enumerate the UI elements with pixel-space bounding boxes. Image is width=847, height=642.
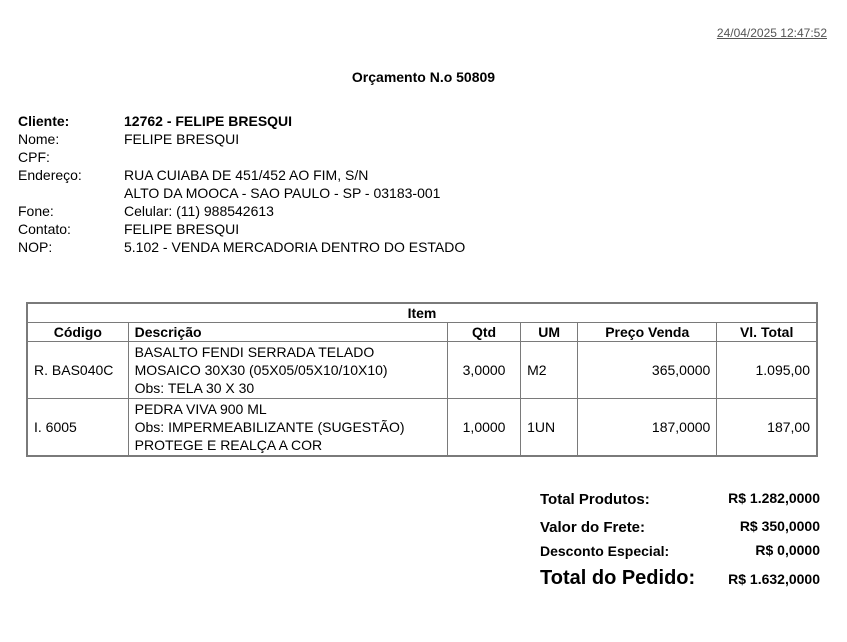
client-field-label: Contato:: [18, 221, 71, 237]
client-info-row: [18, 238, 465, 256]
client-field-label: Fone:: [18, 203, 54, 219]
cell-um: 1UN: [521, 399, 578, 457]
total-pedido-value: R$ 1.632,0000: [728, 571, 820, 587]
print-timestamp: 24/04/2025 12:47:52: [716, 26, 827, 40]
description-line: PROTEGE E REALÇA A COR: [134, 437, 323, 453]
description-line: Obs: IMPERMEABILIZANTE (SUGESTÃO): [134, 419, 405, 435]
total-produtos-label: Total Produtos:: [540, 491, 650, 508]
client-field-label: Nome:: [18, 131, 60, 147]
frete-row: [540, 516, 820, 541]
page-title: Orçamento N.o 50809: [351, 69, 496, 85]
client-field-value: 5.102 - VENDA MERCADORIA DENTRO DO ESTADO: [124, 239, 466, 255]
client-info-row: [18, 148, 465, 166]
description-line: BASALTO FENDI SERRADA TELADO: [134, 344, 375, 360]
client-field-value: ALTO DA MOOCA - SAO PAULO - SP - 03183-001: [124, 185, 441, 201]
cell-codigo: I. 6005: [27, 399, 128, 457]
client-field-value: 12762 - FELIPE BRESQUI: [124, 113, 293, 129]
total-pedido-row: [540, 567, 820, 595]
client-field-value: FELIPE BRESQUI: [124, 131, 240, 147]
col-header-codigo: Código: [27, 323, 128, 342]
table-row: [27, 342, 817, 399]
client-info-row: [18, 202, 465, 220]
total-produtos-row: [540, 488, 820, 516]
items-group-header: Item: [27, 303, 817, 323]
cell-codigo: R. BAS040C: [27, 342, 128, 399]
desconto-row: [540, 541, 820, 567]
cell-preco: 365,0000: [578, 342, 717, 399]
frete-value: R$ 350,0000: [739, 518, 820, 534]
col-header-descricao: Descrição: [128, 323, 447, 342]
total-pedido-label: Total do Pedido:: [540, 567, 696, 589]
col-header-total: Vl. Total: [717, 323, 817, 342]
client-field-value: FELIPE BRESQUI: [124, 221, 240, 237]
client-field-label: Cliente:: [18, 113, 70, 129]
cell-total: 1.095,00: [717, 342, 817, 399]
totals-section: [540, 488, 820, 595]
cell-total: 187,00: [717, 399, 817, 457]
description-line: PEDRA VIVA 900 ML: [134, 401, 267, 417]
client-info-row: [18, 130, 465, 148]
client-field-value: Celular: (11) 988542613: [124, 203, 274, 219]
client-info-row: [18, 220, 465, 238]
client-info: [18, 112, 465, 256]
client-field-label: [18, 184, 124, 202]
description-line: MOSAICO 30X30 (05X05/05X10/10X10): [134, 362, 388, 378]
client-info-row: [18, 166, 465, 184]
client-field-value: [124, 148, 465, 166]
client-field-value: RUA CUIABA DE 451/452 AO FIM, S/N: [124, 167, 369, 183]
desconto-value: R$ 0,0000: [755, 542, 820, 558]
cell-preco: 187,0000: [578, 399, 717, 457]
cell-um: M2: [521, 342, 578, 399]
cell-descricao: [128, 342, 447, 399]
client-info-row: [18, 112, 465, 130]
table-row: [27, 399, 817, 457]
client-field-label: CPF:: [18, 149, 50, 165]
cell-qtd: 1,0000: [448, 399, 521, 457]
frete-label: Valor do Frete:: [540, 519, 646, 536]
items-table: [26, 302, 818, 457]
cell-descricao: [128, 399, 447, 457]
col-header-preco: Preço Venda: [578, 323, 717, 342]
col-header-um: UM: [521, 323, 578, 342]
col-header-qtd: Qtd: [448, 323, 521, 342]
description-line: Obs: TELA 30 X 30: [134, 380, 255, 396]
client-field-label: Endereço:: [18, 167, 82, 183]
client-info-row: [18, 184, 465, 202]
desconto-label: Desconto Especial:: [540, 543, 670, 559]
client-field-label: NOP:: [18, 239, 53, 255]
cell-qtd: 3,0000: [448, 342, 521, 399]
total-produtos-value: R$ 1.282,0000: [728, 490, 820, 506]
